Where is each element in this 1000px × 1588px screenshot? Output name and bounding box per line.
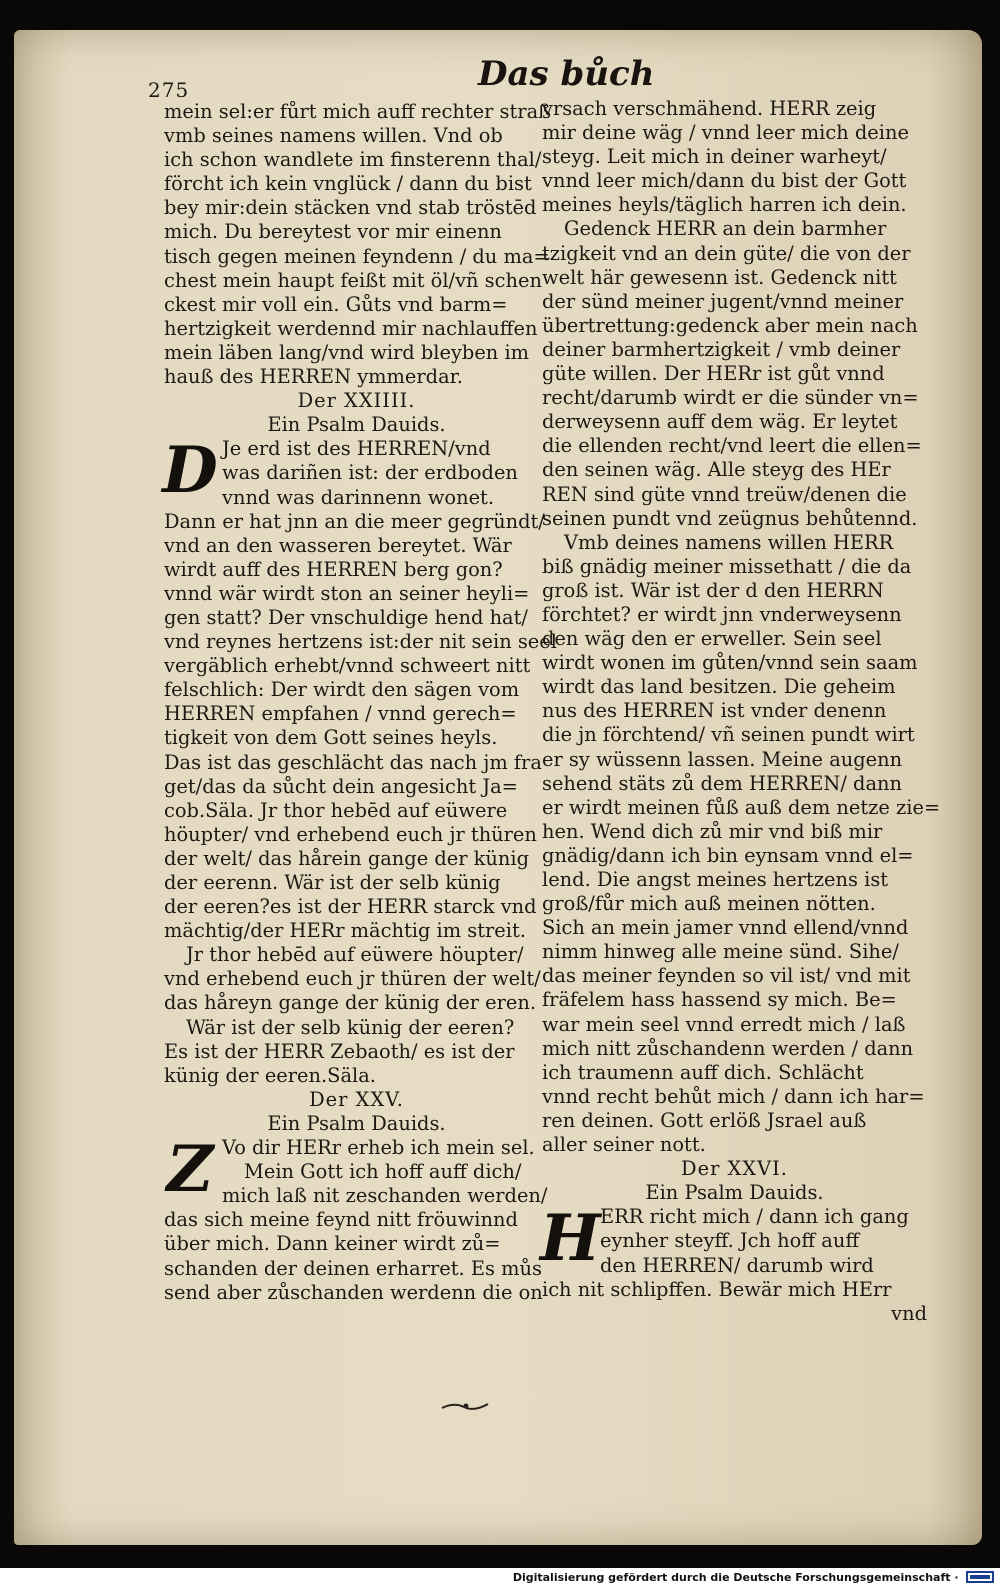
drop-cap-initial: D [162,433,218,509]
text-line: Dann er hat jnn an die meer gegründt/ [164,509,545,533]
text-line: chest mein haupt feißt mit öl/vñ schen [164,268,542,292]
text-line: die ellenden recht/vnd leert die ellen= [542,434,922,458]
left-text-block-a [164,100,552,389]
left-column [162,100,557,1305]
text-line: tisch gegen meinen feyndenn / du ma= [164,244,550,268]
text-line: vnd [891,1301,927,1325]
text-line: nimm hinweg alle meine sünd. Sihe/ [542,940,899,964]
text-line: steyg. Leit mich in deiner warheyt/ [542,145,887,169]
text-line: der sünd meiner jugent/vnnd meiner [542,289,904,313]
text-line: biß gnädig meiner missethatt / die da [542,554,912,578]
text-line: wirdt wonen im gůten/vnnd sein saam [542,651,918,675]
text-line: der eerenn. Wär ist der selb künig [164,871,501,894]
text-line: get/das da sůcht dein angesicht Ja= [164,774,518,798]
psalm-25-subheading: Ein Psalm Dauids. [267,1111,446,1135]
text-line: recht/darumb wirdt er die sünder vn= [542,386,919,410]
footer-text: Digitalisierung gefördert durch die Deutsche Forschungsgemeinschaft · [512,1571,959,1584]
text-line: felschlich: Der wirdt den sägen vom [164,678,520,702]
text-line: hauß des HERREN ymmerdar. [164,365,463,389]
text-line: Wär ist der selb künig der eeren? [186,1015,515,1039]
text-line: vnd reynes hertzens ist:der nit sein seel [164,630,557,654]
text-line: Mein Gott ich hoff auff dich/ [244,1160,522,1184]
text-line: groß/fůr mich auß meinen nötten. [542,892,876,916]
text-line: wirdt auff des HERREN berg gon? [164,557,503,581]
text-line: vergäblich erhebt/vnnd schweert nitt [164,654,531,678]
text-line: Vo dir HERr erheb ich mein sel. [222,1136,535,1160]
text-line: übertrettung:gedenck aber mein nach [542,313,918,337]
text-line: tigkeit von dem Gott seines heyls. [164,726,498,750]
psalm-26-opening [540,1201,927,1277]
left-text-block-b [164,509,557,1088]
text-line: cob.Säla. Jr thor hebēd auf eüwere [164,798,508,822]
text-line: sehend stäts zů dem HERREN/ dann [542,771,903,795]
text-line: der eeren?es ist der HERR starck vnd [164,895,537,919]
ornament-flourish [440,1398,490,1414]
text-line: das meiner feynden so vil ist/ vnd mit [542,964,911,988]
text-line: künig der eeren.Säla. [164,1063,376,1087]
text-line: derweysenn auff dem wäg. Er leytet [542,410,898,434]
text-line: meines heyls/täglich harren ich dein. [542,193,907,217]
text-line: ckest mir voll ein. Gůts vnd barm= [164,292,508,316]
text-line: ich traumenn auff dich. Schlächt [542,1060,864,1084]
text-line: höupter/ vnd erhebend euch jr thüren [164,822,537,846]
text-line: über mich. Dann keiner wirdt zů= [164,1232,501,1256]
drop-cap-initial: H [540,1201,601,1277]
text-line: den HERREN/ darumb wird [600,1253,874,1277]
text-line: wirdt das land besitzen. Die geheim [542,675,896,699]
text-line: Jr thor hebēd auf eüwere höupter/ [186,943,524,967]
psalm-25-opening [164,1132,549,1208]
text-line: er wirdt meinen fůß auß dem netze zie= [542,795,941,819]
text-line: groß ist. Wär ist der d den HERRN [542,578,884,602]
text-line: Es ist der HERR Zebaoth/ es ist der [164,1039,515,1063]
text-line: vrsach verschmähend. HERR zeig [542,97,877,120]
text-line: förcht ich kein vnglück / dann du bist [164,172,532,196]
psalm-24-opening [162,433,549,509]
text-line: nus des HERREN ist vnder denenn [542,699,887,723]
text-line: ERR richt mich / dann ich gang [600,1205,909,1229]
text-line: mir deine wäg / vnnd leer mich deine [542,121,909,145]
text-line: den seinen wäg. Alle steyg des HEr [542,458,891,482]
page-number: 275 [148,78,190,102]
left-text-block-c [164,1208,549,1304]
text-line: send aber zůschanden werdenn die on [164,1280,543,1304]
psalm-25-heading: Der XXV. [309,1087,404,1111]
dfg-logo-icon [966,1571,994,1583]
text-line: seinen pundt vnd zeügnus behůtennd. [542,506,918,530]
text-line: vnnd was darinnenn wonet. [222,485,495,509]
text-line: mein läben lang/vnd wird bleyben im [164,340,530,364]
text-line: Vmb deines namens willen HERR [564,530,894,554]
text-line: was dariñen ist: der erdboden [222,461,518,485]
text-line: Je erd ist des HERREN/vnd [222,437,491,461]
text-line: hen. Wend dich zů mir vnd biß mir [542,819,883,843]
text-line: gnädig/dann ich bin eynsam vnnd el= [542,843,914,867]
text-line: die jn förchtend/ vñ seinen pundt wirt [542,723,915,747]
psalm-24-subheading: Ein Psalm Dauids. [267,413,446,437]
psalm-25-initial-lines [164,1132,549,1208]
text-line: vnnd wär wirdt ston an seiner heyli= [164,581,530,605]
digitization-footer [0,1568,1000,1588]
text-line: lend. Die angst meines hertzens ist [542,868,889,891]
text-line: ich nit schlipffen. Bewär mich HErr [542,1277,892,1301]
text-line: HERREN empfahen / vnnd gerech= [164,702,517,726]
right-text-block-a [542,97,941,1157]
text-line: schanden der deinen erharret. Es můs [164,1256,542,1280]
drop-cap-initial: Z [166,1132,214,1208]
text-line: fräfelem hass hassend sy mich. Be= [542,988,897,1012]
text-line: mein sel:er fůrt mich auff rechter straß [164,100,552,123]
psalm-26-heading: Der XXVI. [681,1157,788,1181]
text-line: deiner barmhertzigkeit / vmb deiner [542,337,901,361]
right-column [540,97,941,1326]
text-line: war mein seel vnnd erredt mich / laß [542,1012,906,1036]
text-line: vnd erhebend euch jr thüren der welt/ [164,967,541,991]
text-line: vnnd leer mich/dann du bist der Gott [542,169,907,193]
text-line: das håreyn gange der künig der eren. [164,991,537,1015]
text-line: Das ist das geschlächt das nach jm fra [164,750,542,774]
text-line: er sy wüssenn lassen. Meine augenn [542,747,903,771]
text-line: welt här gewesenn ist. Gedenck nitt [542,265,897,289]
text-line: förchtet? er wirdt jnn vnderweysenn [542,602,902,626]
psalm-26-subheading: Ein Psalm Dauids. [645,1181,824,1205]
psalm-24-initial-lines [162,433,549,509]
text-line: mich laß nit zeschanden werden/ [222,1184,548,1208]
text-line: ich schon wandlete im finsterenn thal/ [164,148,542,172]
text-line: gen statt? Der vnschuldige hend hat/ [164,605,528,629]
text-line: aller seiner nott. [542,1133,706,1157]
text-line: vmb seines namens willen. Vnd ob [164,124,503,148]
text-line: eynher steyff. Jch hoff auff [600,1229,860,1253]
text-line: bey mir:dein stäcken vnd stab tröstēd [164,196,537,220]
text-line: vnnd recht behůt mich / dann ich har= [542,1084,925,1108]
psalm-24-heading: Der XXIIII. [297,389,416,413]
text-line: mächtig/der HERr mächtig im streit. [164,919,526,943]
running-head: Das bůch [478,54,655,94]
text-line: vnd an den wasseren bereytet. Wär [164,533,512,557]
text-line: güte willen. Der HERr ist gůt vnnd [542,362,885,386]
text-line: tzigkeit vnd an dein güte/ die von der [542,241,911,265]
text-line: Gedenck HERR an dein barmher [564,217,887,241]
text-line: hertzigkeit werdennd mir nachlauffen [164,316,538,340]
text-line: mich nitt zůschandenn werden / dann [542,1036,914,1060]
text-line: Sich an mein jamer vnnd ellend/vnnd [542,916,909,940]
text-line: ren deinen. Gott erlöß Jsrael auß [542,1108,867,1132]
text-line: der welt/ das hårein gange der künig [164,846,529,870]
text-line: REN sind güte vnnd treüw/denen die [542,482,907,506]
text-line: mich. Du bereytest vor mir einenn [164,220,502,244]
right-text-block-b [542,1278,927,1326]
text-line: das sich meine feynd nitt fröuwinnd [164,1208,518,1232]
text-line: den wäg den er erweller. Sein seel [542,627,882,651]
